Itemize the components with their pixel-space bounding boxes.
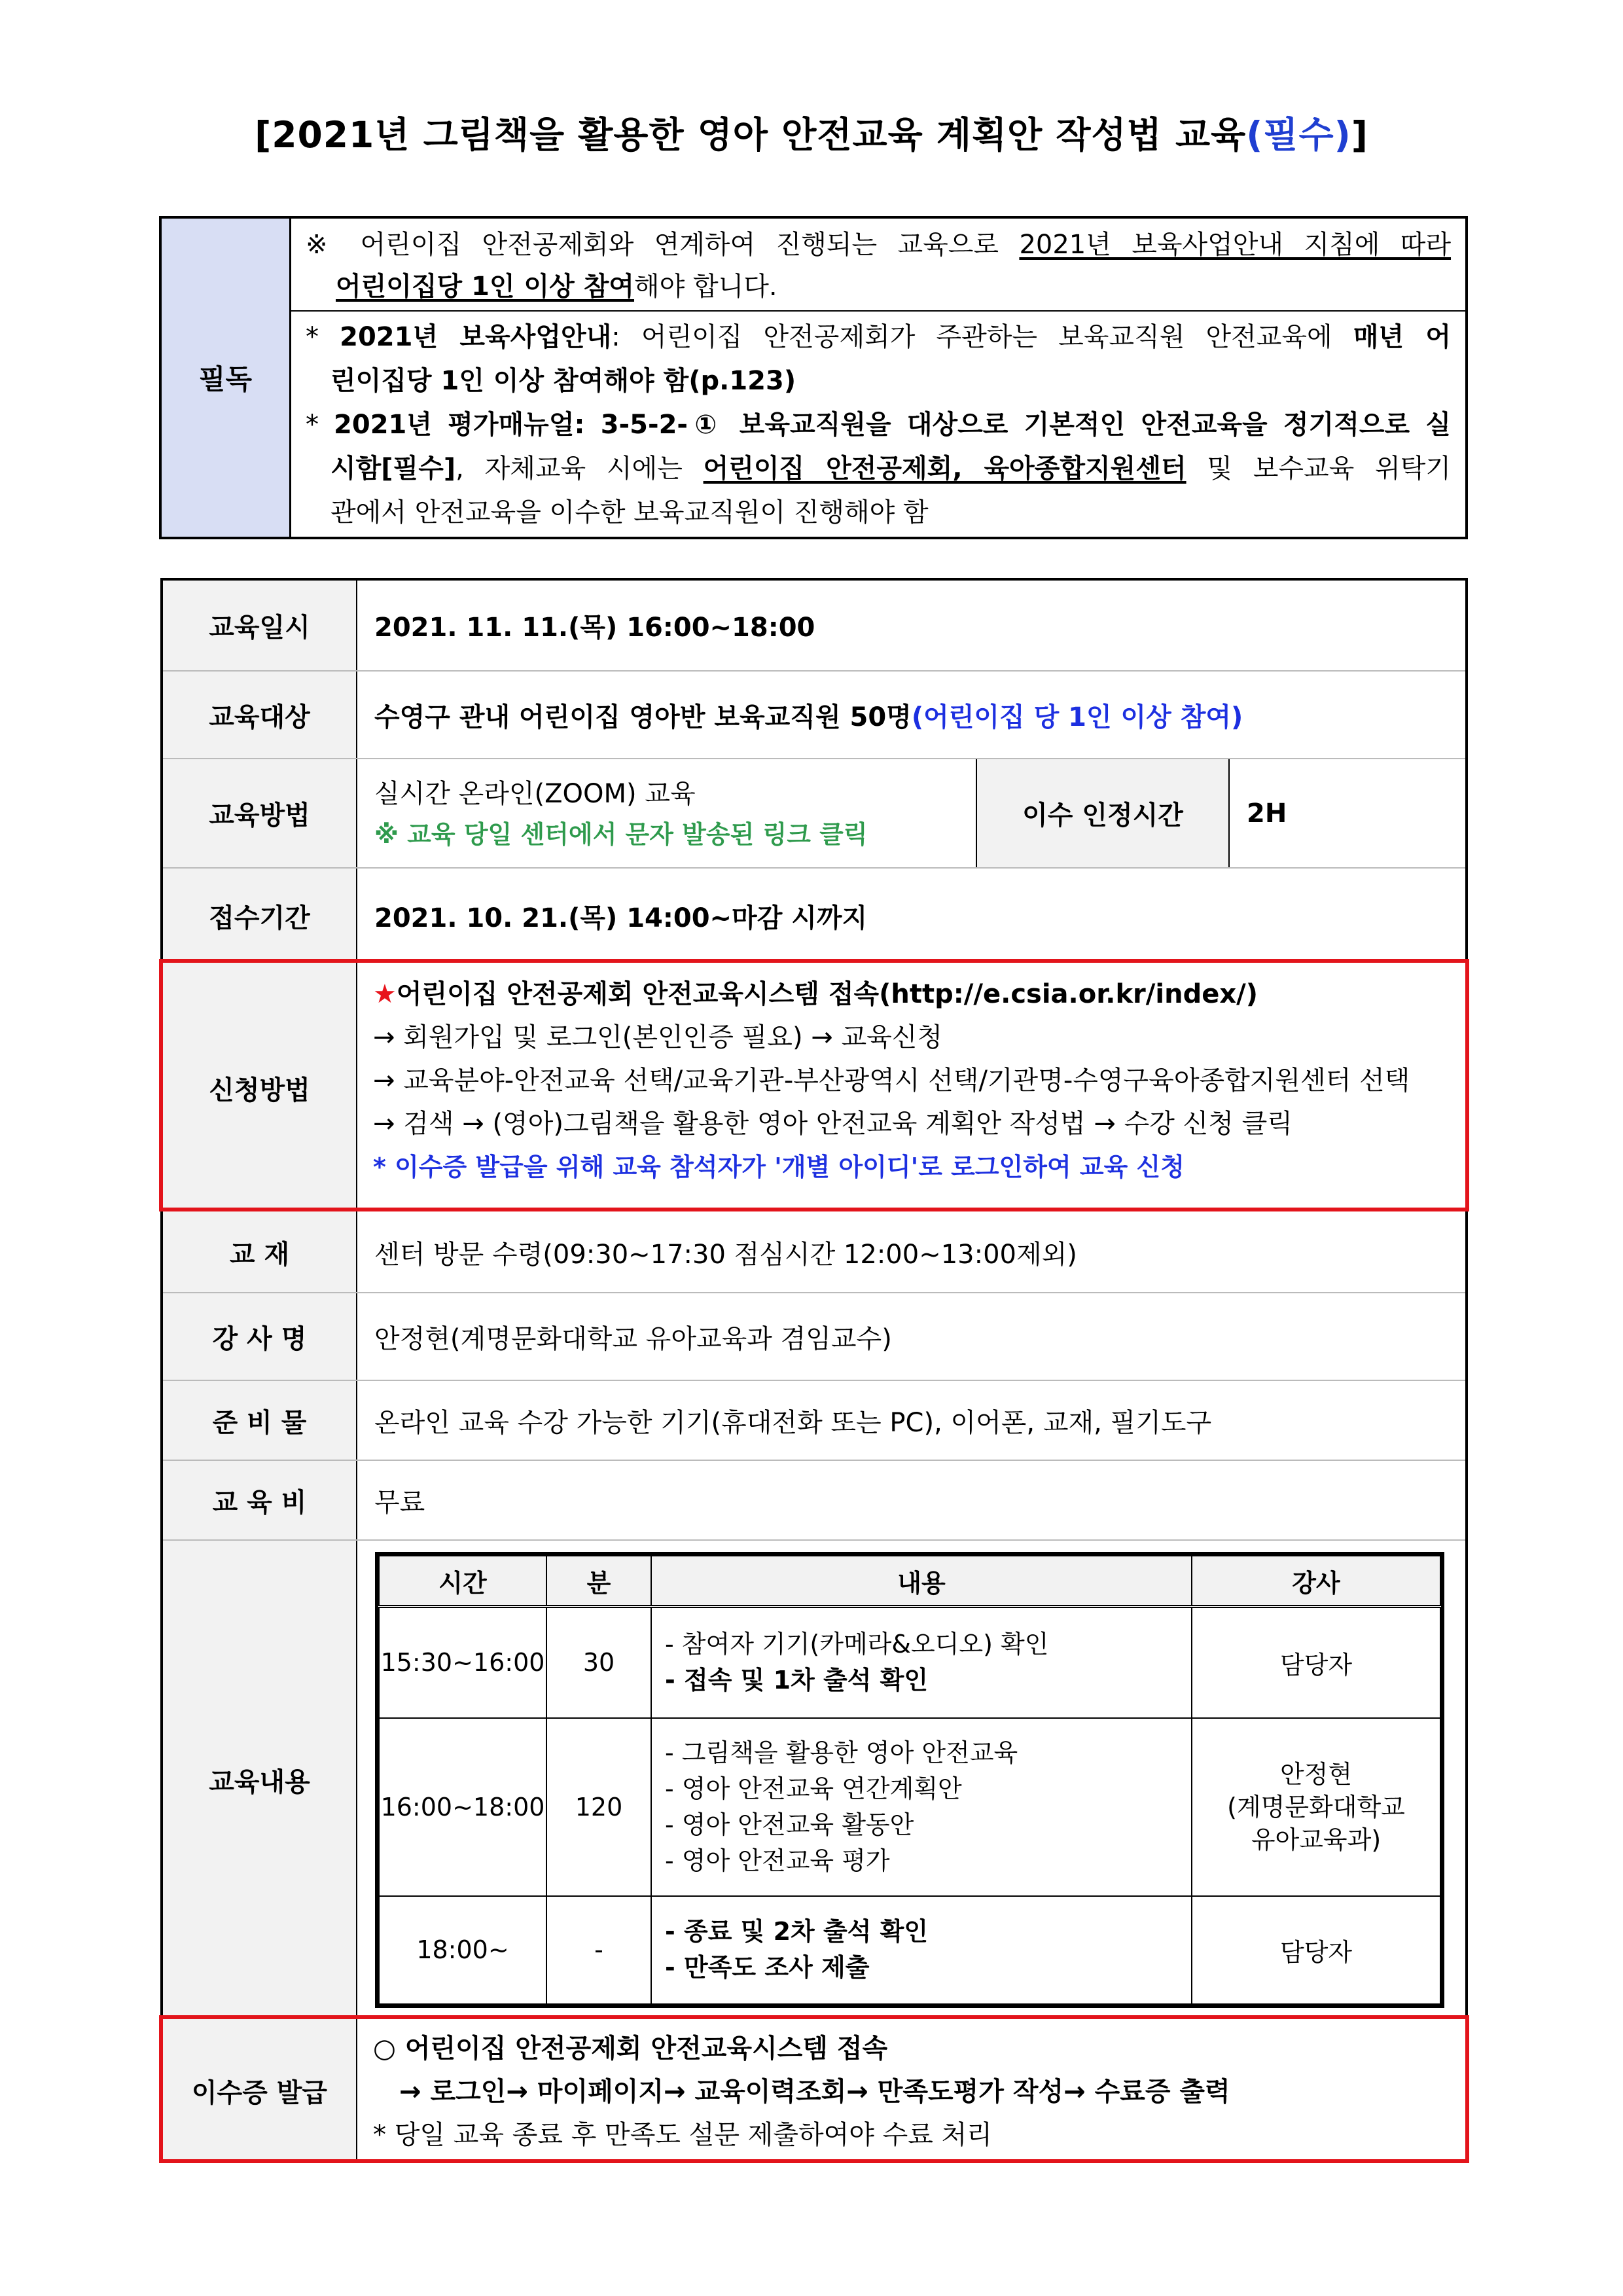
page-title: [2021년 그림책을 활용한 영아 안전교육 계획안 작성법 교육(필수)] — [255, 114, 1368, 156]
notice-main: ※ 어린이집 안전공제회와 연계하여 진행되는 교육으로 2021년 보육사업안내 지침에 따라 어린이집당 1인 이상 참여해야 합니다. — [291, 219, 1465, 312]
row-method: 교육방법 실시간 온라인(ZOOM) 교육 ※ 교육 당일 센터에서 문자 발송된 링크 클릭 이수 인정시간 2H — [163, 759, 1465, 869]
row-period: 접수기간 2021. 10. 21.(목) 14:00~마감 시까지 — [163, 869, 1465, 963]
schedule-header-min: 분 — [546, 1556, 651, 1607]
row-material: 교 재 센터 방문 수령(09:30~17:30 점심시간 12:00~13:00제외) — [163, 1212, 1465, 1293]
row-lecturer: 강 사 명 안정현(계명문화대학교 유아교육과 겸임교수) — [163, 1293, 1465, 1381]
notice-box — [159, 216, 1468, 539]
required-mark: (필수) — [1246, 114, 1351, 156]
table-row: 18:00~ - - 종료 및 2차 출석 확인 - 만족도 조사 제출 담당자 — [379, 1896, 1440, 2005]
notice-label: 필독 — [162, 219, 291, 537]
row-prep: 준 비 물 온라인 교육 수강 가능한 기기(휴대전화 또는 PC), 이어폰, 교재, 필기도구 — [163, 1381, 1465, 1461]
table-row: 15:30~16:00 30 - 참여자 기기(카메라&오디오) 확인 - 접속 및 1차 출석 확인 담당자 — [379, 1607, 1440, 1718]
schedule-table — [375, 1552, 1444, 2008]
row-apply: 신청방법 ★어린이집 안전공제회 안전교육시스템 접속(http://e.csia.or.kr/index/) → 회원가입 및 로그인(본인인증 필요) → 교육신청 → 교육분야-안전교육 선택/교육기관-부산광역시 선택/기관명-수영구육아종합지원센터 선택 → 검색 → (영아)그림책을 활용한 영아 안전교육 계획안 작성법 → 수강 신청 클릭 * 이수증 발급을 위해 교육 참석자가 '개별 아이디'로 로그인하여 교육 신청 — [163, 963, 1465, 1212]
row-target: 교육대상 수영구 관내 어린이집 영아반 보육교직원 50명 (어린이집 당 1인 이상 참여) — [163, 672, 1465, 759]
table-row: 16:00~18:00 120 - 그림책을 활용한 영아 안전교육 - 영아 안전교육 연간계획안 - 영아 안전교육 활동안 - 영아 안전교육 평가 안정현 (계명문화대학교 유아교육과) — [379, 1718, 1440, 1896]
schedule-header-content: 내용 — [651, 1556, 1192, 1607]
schedule-header-lecturer: 강사 — [1192, 1556, 1440, 1607]
row-date: 교육일시 2021. 11. 11.(목) 16:00~18:00 — [163, 581, 1465, 672]
notice-references: * 2021년 보육사업안내: 어린이집 안전공제회가 주관하는 보육교직원 안전교육에 매년 어 린이집당 1인 이상 참여해야 함(p.123) * 2021년 평가매뉴얼: 3-5-2-① 보육교직원을 대상으로 기본적인 안전교육을 정기적으로 실 시함[필수], 자체교육 시에는 어린이집 안전공제회, 육아종합지원센터 및 보수교육 위탁기 관에서 안전교육을 이수한 보육교직원이 진행해야 함 — [306, 322, 1452, 528]
row-content: 교육내용 시간 분 내용 강사 15:30~16:00 30 - 참여자 기기(카메라&오디오) 확인 - 접속 및 1차 출석 확인 담당자 16:00~18:00 120 - 그림책을 활용한 영아 안전교육 - 영아 안전교육 연간계획안 - 영아 안전교육 활동안 - 영아 안전교육 평가 안정현 (계명문화대학교 유아교육과) 18:00~ - - 종료 및 2차 출석 확인 - 만족도 조사 제출 담당자 — [163, 1541, 1465, 2019]
star-icon: ★ — [373, 979, 397, 1009]
row-fee: 교 육 비 무료 — [163, 1461, 1465, 1541]
schedule-header-time: 시간 — [379, 1556, 546, 1607]
row-cert: 이수증 발급 ○ 어린이집 안전공제회 안전교육시스템 접속 → 로그인→ 마이페이지→ 교육이력조회→ 만족도평가 작성→ 수료증 출력 * 당일 교육 종료 후 만족도 설문 제출하여야 수료 처리 — [163, 2019, 1465, 2162]
info-table — [160, 578, 1468, 2162]
